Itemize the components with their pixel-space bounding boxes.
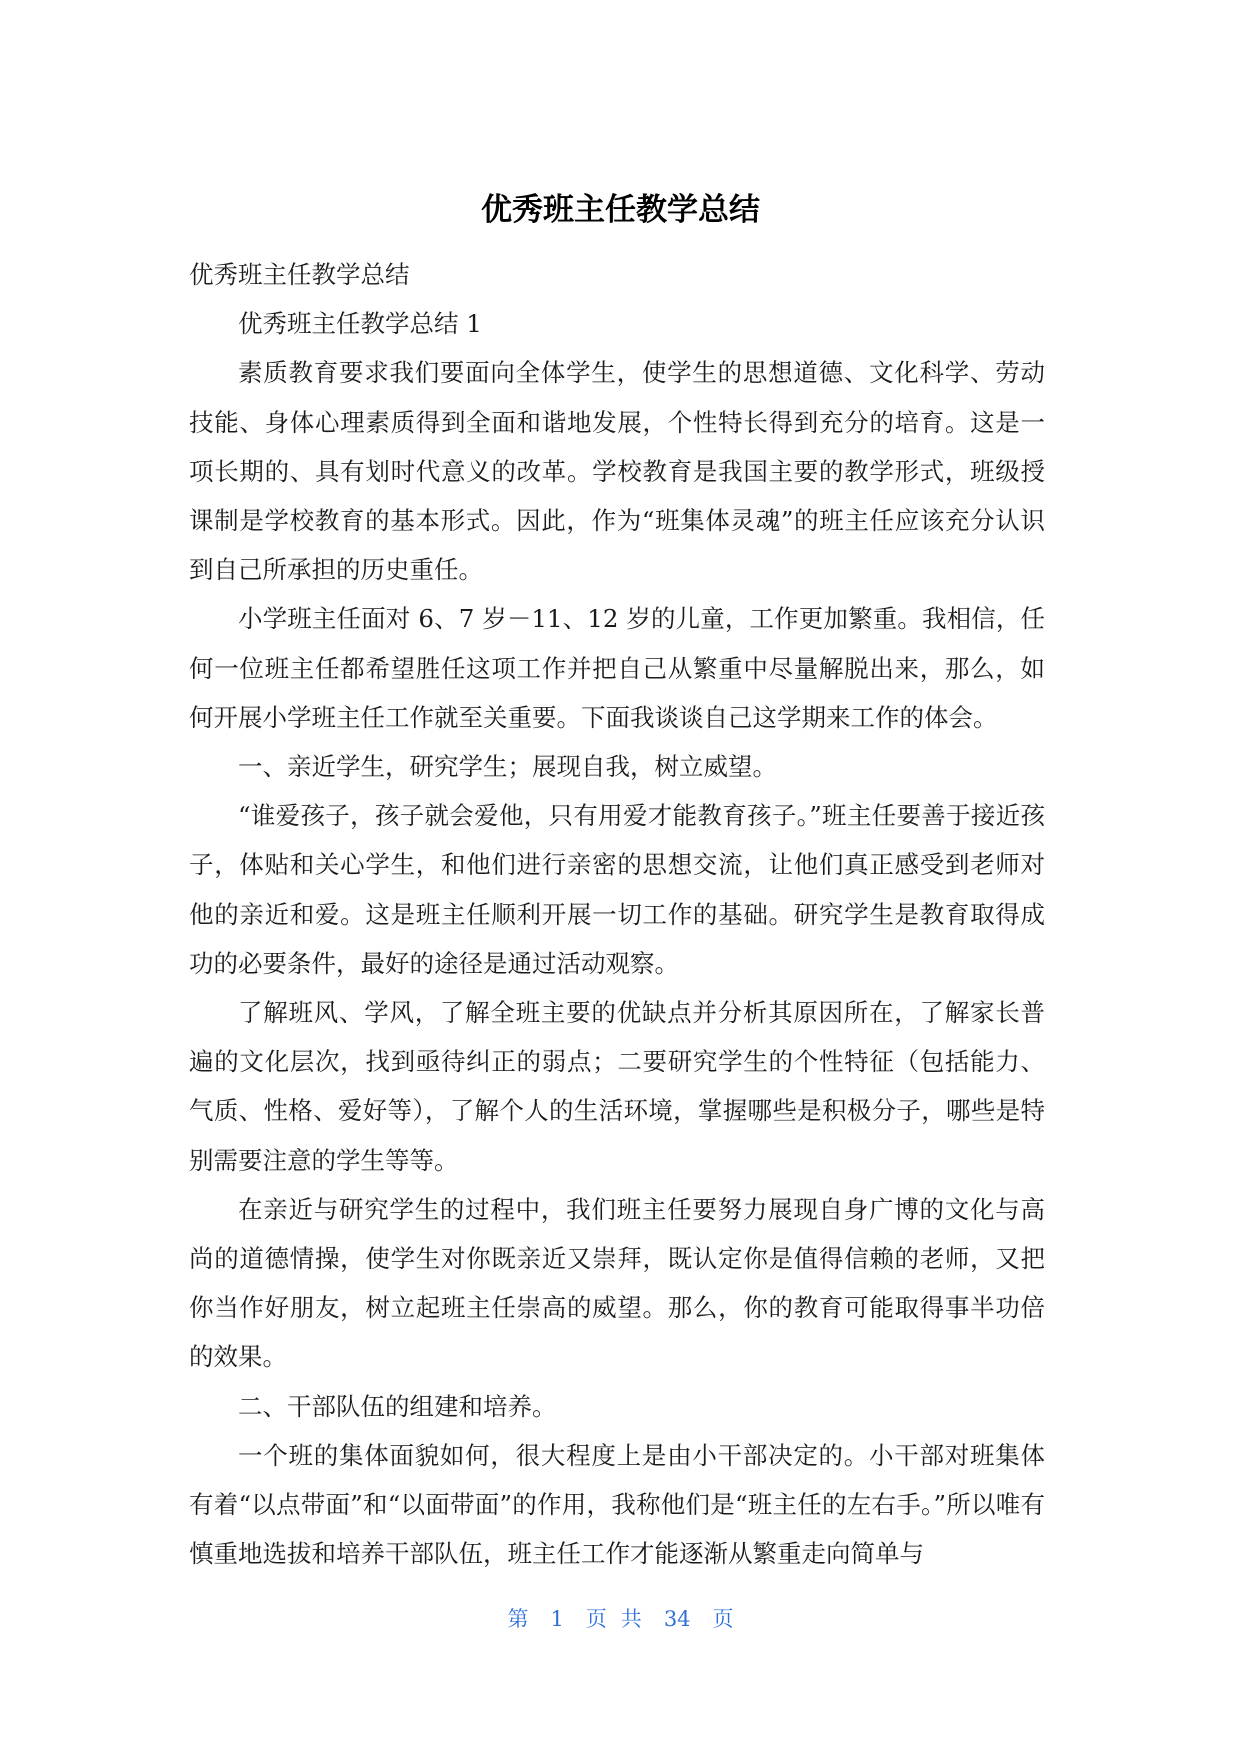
paragraph: 了解班风、学风，了解全班主要的优缺点并分析其原因所在，了解家长普遍的文化层次，找到亟待纠正的弱点；二要研究学生的个性特征（包括能力、气质、性格、爱好等），了解个人的生活环境，掌握哪些是积极分子，哪些是特别需要注意的学生等等。 (189, 998, 1045, 1175)
footer-total-pages: 34 (663, 1607, 691, 1631)
paragraph: 一个班的集体面貌如何，很大程度上是由小干部决定的。小干部对班集体有着“以点带面”和“以面带面”的作用，我称他们是“班主任的左右手。”所以唯有慎重地选拔和培养干部队伍，班主任工作才能逐渐从繁重走向简单与 (189, 1440, 1045, 1569)
paragraph: 在亲近与研究学生的过程中，我们班主任要努力展现自身广博的文化与高尚的道德情操，使学生对你既亲近又崇拜，既认定你是值得信赖的老师，又把你当作好朋友，树立起班主任崇高的威望。那么，你的教育可能取得事半功倍的效果。 (189, 1194, 1045, 1372)
paragraph: 优秀班主任教学总结 (189, 260, 410, 289)
footer-label-page: 第 (507, 1607, 529, 1631)
section-heading: 二、干部队伍的组建和培养。 (238, 1391, 557, 1421)
page-footer (0, 1604, 1241, 1634)
footer-current-page: 1 (550, 1607, 564, 1631)
section-heading: 一、亲近学生，研究学生；展现自我，树立威望。 (238, 752, 777, 782)
document-title: 优秀班主任教学总结 (481, 192, 760, 228)
document-body (189, 250, 1045, 1578)
footer-label-of: 页共 (585, 1607, 656, 1631)
paragraph: “谁爱孩子，孩子就会爱他，只有用爱才能教育孩子。”班主任要善于接近孩子，体贴和关心学生，和他们进行亲密的思想交流，让他们真正感受到老师对他的亲近和爱。这是班主任顺利开展一切工作的基础。研究学生是教育取得成功的必要条件，最好的途径是通过活动观察。 (189, 801, 1045, 978)
paragraph: 小学班主任面对 6、7 岁－11、12 岁的儿童，工作更加繁重。我相信，任何一位班主任都希望胜任这项工作并把自己从繁重中尽量解脱出来，那么，如何开展小学班主任工作就至关重要。下面我谈谈自己这学期来工作的体会。 (189, 604, 1045, 732)
paragraph: 素质教育要求我们要面向全体学生，使学生的思想道德、文化科学、劳动技能、身体心理素质得到全面和谐地发展，个性特长得到充分的培育。这是一项长期的、具有划时代意义的改革。学校教育是我国主要的教学形式，班级授课制是学校教育的基本形式。因此，作为“班集体灵魂”的班主任应该充分认识到自己所承担的历史重任。 (189, 358, 1045, 585)
footer-label-end: 页 (712, 1607, 734, 1631)
paragraph: 优秀班主任教学总结 1 (238, 309, 482, 339)
